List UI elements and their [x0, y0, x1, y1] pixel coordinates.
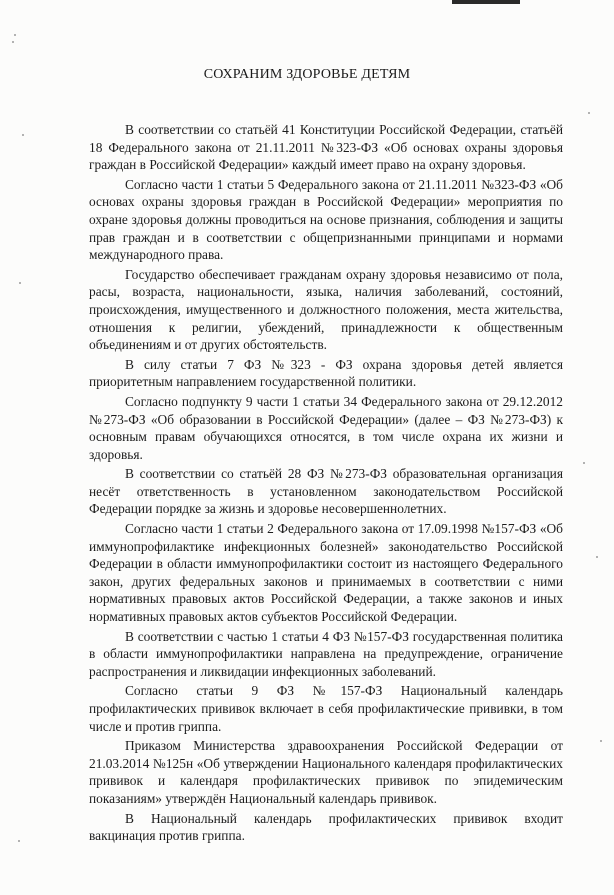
paragraph: Согласно статьи 9 ФЗ №157-ФЗ Национальный календарь профилактических прививок включает в себя профилактические прививки, в том числе и против гриппа.	[89, 683, 563, 734]
document-body	[89, 121, 563, 847]
paragraph: В соответствии со статьёй 41 Конституции Российской Федерации, статьёй 18 Федерального закона от 21.11.2011 №323-ФЗ «Об основах охраны здоровья граждан в Российской Федерации» каждый имеет право на охрану здоровья.	[89, 122, 563, 173]
paragraph: В силу статьи 7 ФЗ №323 - ФЗ охрана здоровья детей является приоритетным направлением государственной политики.	[89, 356, 563, 390]
scan-edge-mark	[452, 0, 520, 4]
paragraph: В соответствии со статьёй 28 ФЗ №273-ФЗ образовательная организация несёт ответственность в установленном законодательством Российской Федерации порядке за жизнь и здоровье несовершеннолетних.	[89, 466, 563, 517]
paragraph: В соответствии с частью 1 статьи 4 ФЗ №157-ФЗ государственная политика в области иммунопрофилактики направлена на предупреждение, ограничение распространения и ликвидации инфекционных заболеваний.	[89, 628, 563, 679]
document-title: СОХРАНИМ ЗДОРОВЬЕ ДЕТЯМ	[203, 67, 411, 82]
paragraph: Приказом Министерства здравоохранения Российской Федерации от 21.03.2014 №125н «Об утверждении Национального календаря профилактических прививок и календаря профилактических прививок по эпидемическим показаниям» утверждён Национальный календарь прививок.	[89, 738, 563, 806]
paragraph: Согласно подпункту 9 части 1 статьи 34 Федерального закона от 29.12.2012 №273-ФЗ «Об образовании в Российской Федерации» (далее – ФЗ №273-ФЗ) к основным правам обучающихся относятся, в том числе охрана их жизни и здоровья.	[89, 393, 563, 462]
paragraph: Государство обеспечивает гражданам охрану здоровья независимо от пола, расы, возраста, национальности, языка, наличия заболеваний, состояний, происхождения, имущественного и должностного положения, места жительства, отношения к религии, убеждений, принадлежности к общественным объединениям и от других обстоятельств.	[89, 266, 563, 353]
paragraph: В Национальный календарь профилактических прививок входит вакцинация против гриппа.	[89, 810, 563, 844]
paragraph: Согласно части 1 статьи 2 Федерального закона от 17.09.1998 №157-ФЗ «Об иммунопрофилактике инфекционных болезней» законодательство Российской Федерации в области иммунопрофилактики состоит из настоящего Федерального закон, других федеральных законов и принимаемых в соответствии с ними нормативных правовых актов Российской Федерации, а также законов и иных нормативных правовых актов субъектов Российской Федерации.	[89, 521, 563, 625]
paragraph: Согласно части 1 статьи 5 Федерального закона от 21.11.2011 №323-ФЗ «Об основах охраны здоровья граждан в Российской Федерации» мероприятия по охране здоровья должны проводиться на основе признания, соблюдения и защиты прав граждан и в соответствии с общепризнанными принципами и нормами международного права.	[89, 176, 563, 263]
